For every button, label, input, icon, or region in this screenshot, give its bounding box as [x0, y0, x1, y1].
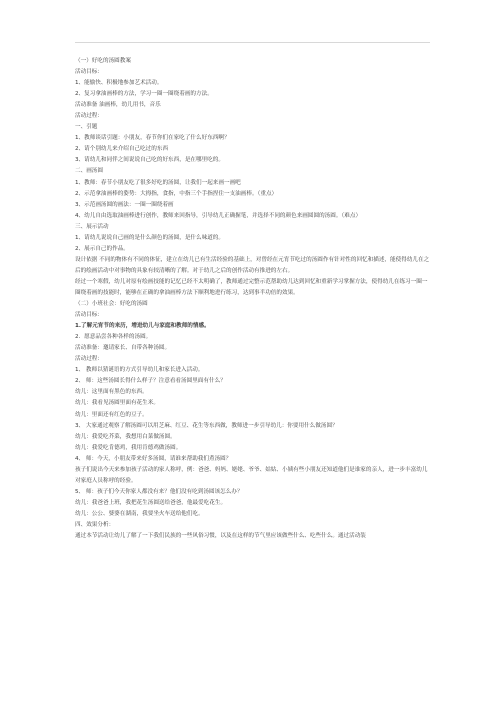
goal-item: 1、能愉快、积极地参加艺术活动。: [75, 80, 163, 87]
goal-item: 2、复习拿油画棒的方法，学习一圈一圈绕着画的方法。: [75, 91, 213, 98]
design-basis-paragraph: 经过一个寒假，幼儿对原有绘画技能的记忆已经不太明确了，教师通过完整示范帮助幼儿达到回忆和重新学习掌握方法，使得幼儿在练习一圈一圈绕着画的技能时，能够在正确的拿油画棒方法下顺利地进行练习，达到事半功倍的效果。: [75, 278, 428, 296]
analysis-line: 通过本节活动让幼儿了解了一下我们民族的一些风俗习惯，以及在这样的节气里应该做些什么、吃些什么。通过活动装: [75, 533, 366, 540]
section-label: 活动目标：: [75, 312, 103, 319]
dialogue-line: 幼儿：公公、婆婆在湖南，我要坐火车送给他们吃。: [75, 510, 204, 517]
goal-item: 1.了解元宵节的来历，增进幼儿与家庭和教师的情感。: [75, 323, 210, 330]
step-item: 3、请幼儿和同伴之间说说自己吃的好东西，是在哪里吃的。: [75, 157, 224, 164]
step-item: 4、幼儿自由选取油画棒进行创作，教师来回指导，引导幼儿正确握笔，并选择不同的颜色来画圆圆的汤圆。（难点）: [75, 212, 362, 219]
step-heading: 一、引题: [75, 124, 98, 131]
step-item: 5、 师：孩子们今天你家人都没有来？他们没有吃到汤圆该怎么办？: [75, 488, 243, 495]
preparation-line: 活动准备：邀请家长、自带各种汤圆。: [75, 345, 171, 352]
step-item: 4、 师：今天，小朋友带来好多汤圆，请谁来帮助我们煮汤圆？: [75, 455, 232, 462]
section-label: 活动过程：: [75, 356, 103, 363]
step-item: 2、 师：这些汤圆长得什么样子？注意看看汤圆里面有什么？: [75, 378, 226, 385]
step-heading: 二、画汤圆: [75, 168, 103, 175]
section-label: 活动过程：: [75, 113, 103, 120]
section-label: 活动目标：: [75, 69, 103, 76]
preparation-line: 活动准备 油画棒，幼儿用书，音乐: [75, 102, 161, 109]
step-item: 3、 大家通过观察了解汤圆可以用芝麻、红豆、花生等东西做，教师进一步引导幼儿：你要用什么做汤圆？: [75, 422, 338, 429]
design-basis-paragraph: 设计依据 不同的物体有不同的体征，建立在幼儿已有生活经验的基础上，对曾经在元宵节吃过的汤圆作有针对性的回忆和描述，能使得幼儿在之后的绘画活动中对事物的具象有较清晰的了解。对于幼儿之后的创作活动有推进的左右。: [75, 256, 430, 274]
step-item: 2、示范拿油画棒的姿势：大拇指，食指，中指三个手指捏住一支油画棒。（重点）: [75, 190, 278, 197]
dialogue-line: 幼儿：我爱吃芥菜，我想用白菜做汤圆。: [75, 433, 176, 440]
step-item: 1、教师：春节小朋友吃了很多好吃的汤圆，让我们一起来画一画吧: [75, 179, 241, 186]
step-item: 1、请幼儿说说自己画的是什么颜色的汤圆，是什么味道的。: [75, 234, 224, 241]
dialogue-line: 幼儿：这里面有黑色的东西。: [75, 389, 148, 396]
step-heading: 三、展示活动: [75, 223, 109, 230]
dialogue-line: 幼儿：我看见汤圆里面有花生米。: [75, 400, 159, 407]
goal-item: 2．愿意品尝各种各样的汤圆。: [75, 334, 152, 341]
narrative-paragraph: 孩子们说出今天来参加孩子活动的家人称呼，例：爸爸、妈妈、姥姥、爷爷、姑姑、小姨有些小朋友还知道他们是谁家的亲人，进一步丰富幼儿对家庭人员称呼的经验。: [75, 466, 428, 484]
dialogue-line: 幼儿：里面还有红色的豆子。: [75, 411, 148, 418]
step-item: 1、 教师以猜谜语的方式引导幼儿和家长进入活动。: [75, 367, 204, 374]
dialogue-line: 幼儿：我爸爸上班，我把花生汤圆送给爸爸，他最爱吃花生。: [75, 499, 227, 506]
document-body: [75, 56, 430, 542]
step-item: 2、请个别幼儿来介绍自己吃过的东西: [75, 146, 169, 153]
doc-title-2: （二）小班社会：好吃的汤圆: [75, 301, 148, 308]
step-item: 3、示范画汤圆的画法：一圈一圈绕着画: [75, 201, 174, 208]
doc-title-1: （一）好吃的汤圆教案: [75, 58, 131, 64]
step-heading: 四、效果分析：: [75, 521, 115, 528]
step-item: 2、展示自己的作品。: [75, 245, 129, 252]
dialogue-line: 幼儿：我爱吃肯德鸡，我用肯德鸡做汤圆。: [75, 444, 182, 451]
step-item: 1、教师谈话引题：小朋友，春节你们在家吃了什么好东西啊？: [75, 135, 230, 142]
page-top-rule: [75, 42, 430, 43]
